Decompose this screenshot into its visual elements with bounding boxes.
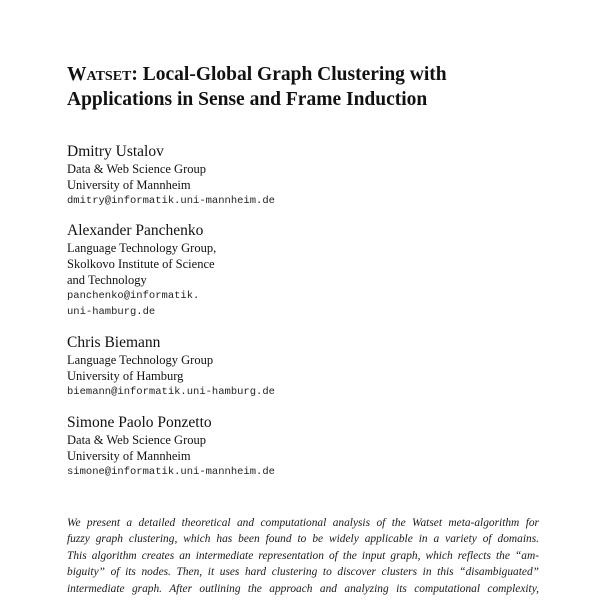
author-affiliation: and Technology [67, 273, 147, 287]
author-block [67, 143, 487, 209]
abstract-line: biguity” of its nodes. Then, it uses hard clustering to discover clusters in this “disambiguated” [67, 566, 539, 579]
title-system-name: Watset [67, 64, 132, 85]
author-affiliation: Language Technology Group [67, 353, 214, 367]
author-block [67, 414, 487, 480]
title-line-1-rest: : Local-Global Graph Clustering with [131, 64, 447, 85]
author-affiliation: University of Mannheim [67, 178, 191, 192]
title-line-1 [67, 62, 567, 87]
author-name: Dmitry Ustalov [67, 143, 164, 160]
author-email[interactable]: biemann@informatik.uni-hamburg.de [67, 386, 275, 398]
abstract-line: intermediate graph. After outlining the approach and analyzing its computational complexity, [67, 582, 539, 595]
abstract [67, 515, 539, 597]
author-block [67, 334, 487, 400]
author-block [67, 222, 487, 320]
abstract-line: This algorithm creates an intermediate representation of the input graph, which reflects the “am- [67, 549, 539, 562]
author-affiliation: University of Mannheim [67, 449, 191, 463]
abstract-line: We present a detailed theoretical and computational analysis of the Watset meta-algorithm for [67, 517, 539, 529]
title-line-2: Applications in Sense and Frame Induction [67, 89, 428, 110]
author-name: Alexander Panchenko [67, 222, 204, 239]
author-email[interactable]: dmitry@informatik.uni-mannheim.de [67, 195, 275, 207]
author-affiliation: Language Technology Group, [67, 241, 217, 255]
author-email[interactable]: uni-hamburg.de [67, 306, 156, 318]
author-email[interactable]: panchenko@informatik. [67, 290, 200, 302]
author-affiliation: Data & Web Science Group [67, 162, 206, 176]
author-name: Simone Paolo Ponzetto [67, 414, 212, 431]
paper-title [67, 62, 567, 112]
author-name: Chris Biemann [67, 334, 161, 351]
author-affiliation: University of Hamburg [67, 369, 184, 383]
author-affiliation: Data & Web Science Group [67, 433, 206, 447]
author-affiliation: Skolkovo Institute of Science [67, 257, 215, 271]
author-email[interactable]: simone@informatik.uni-mannheim.de [67, 466, 275, 478]
abstract-line: fuzzy graph clustering, which has been found to be widely applicable in a variety of domains. [67, 533, 539, 546]
